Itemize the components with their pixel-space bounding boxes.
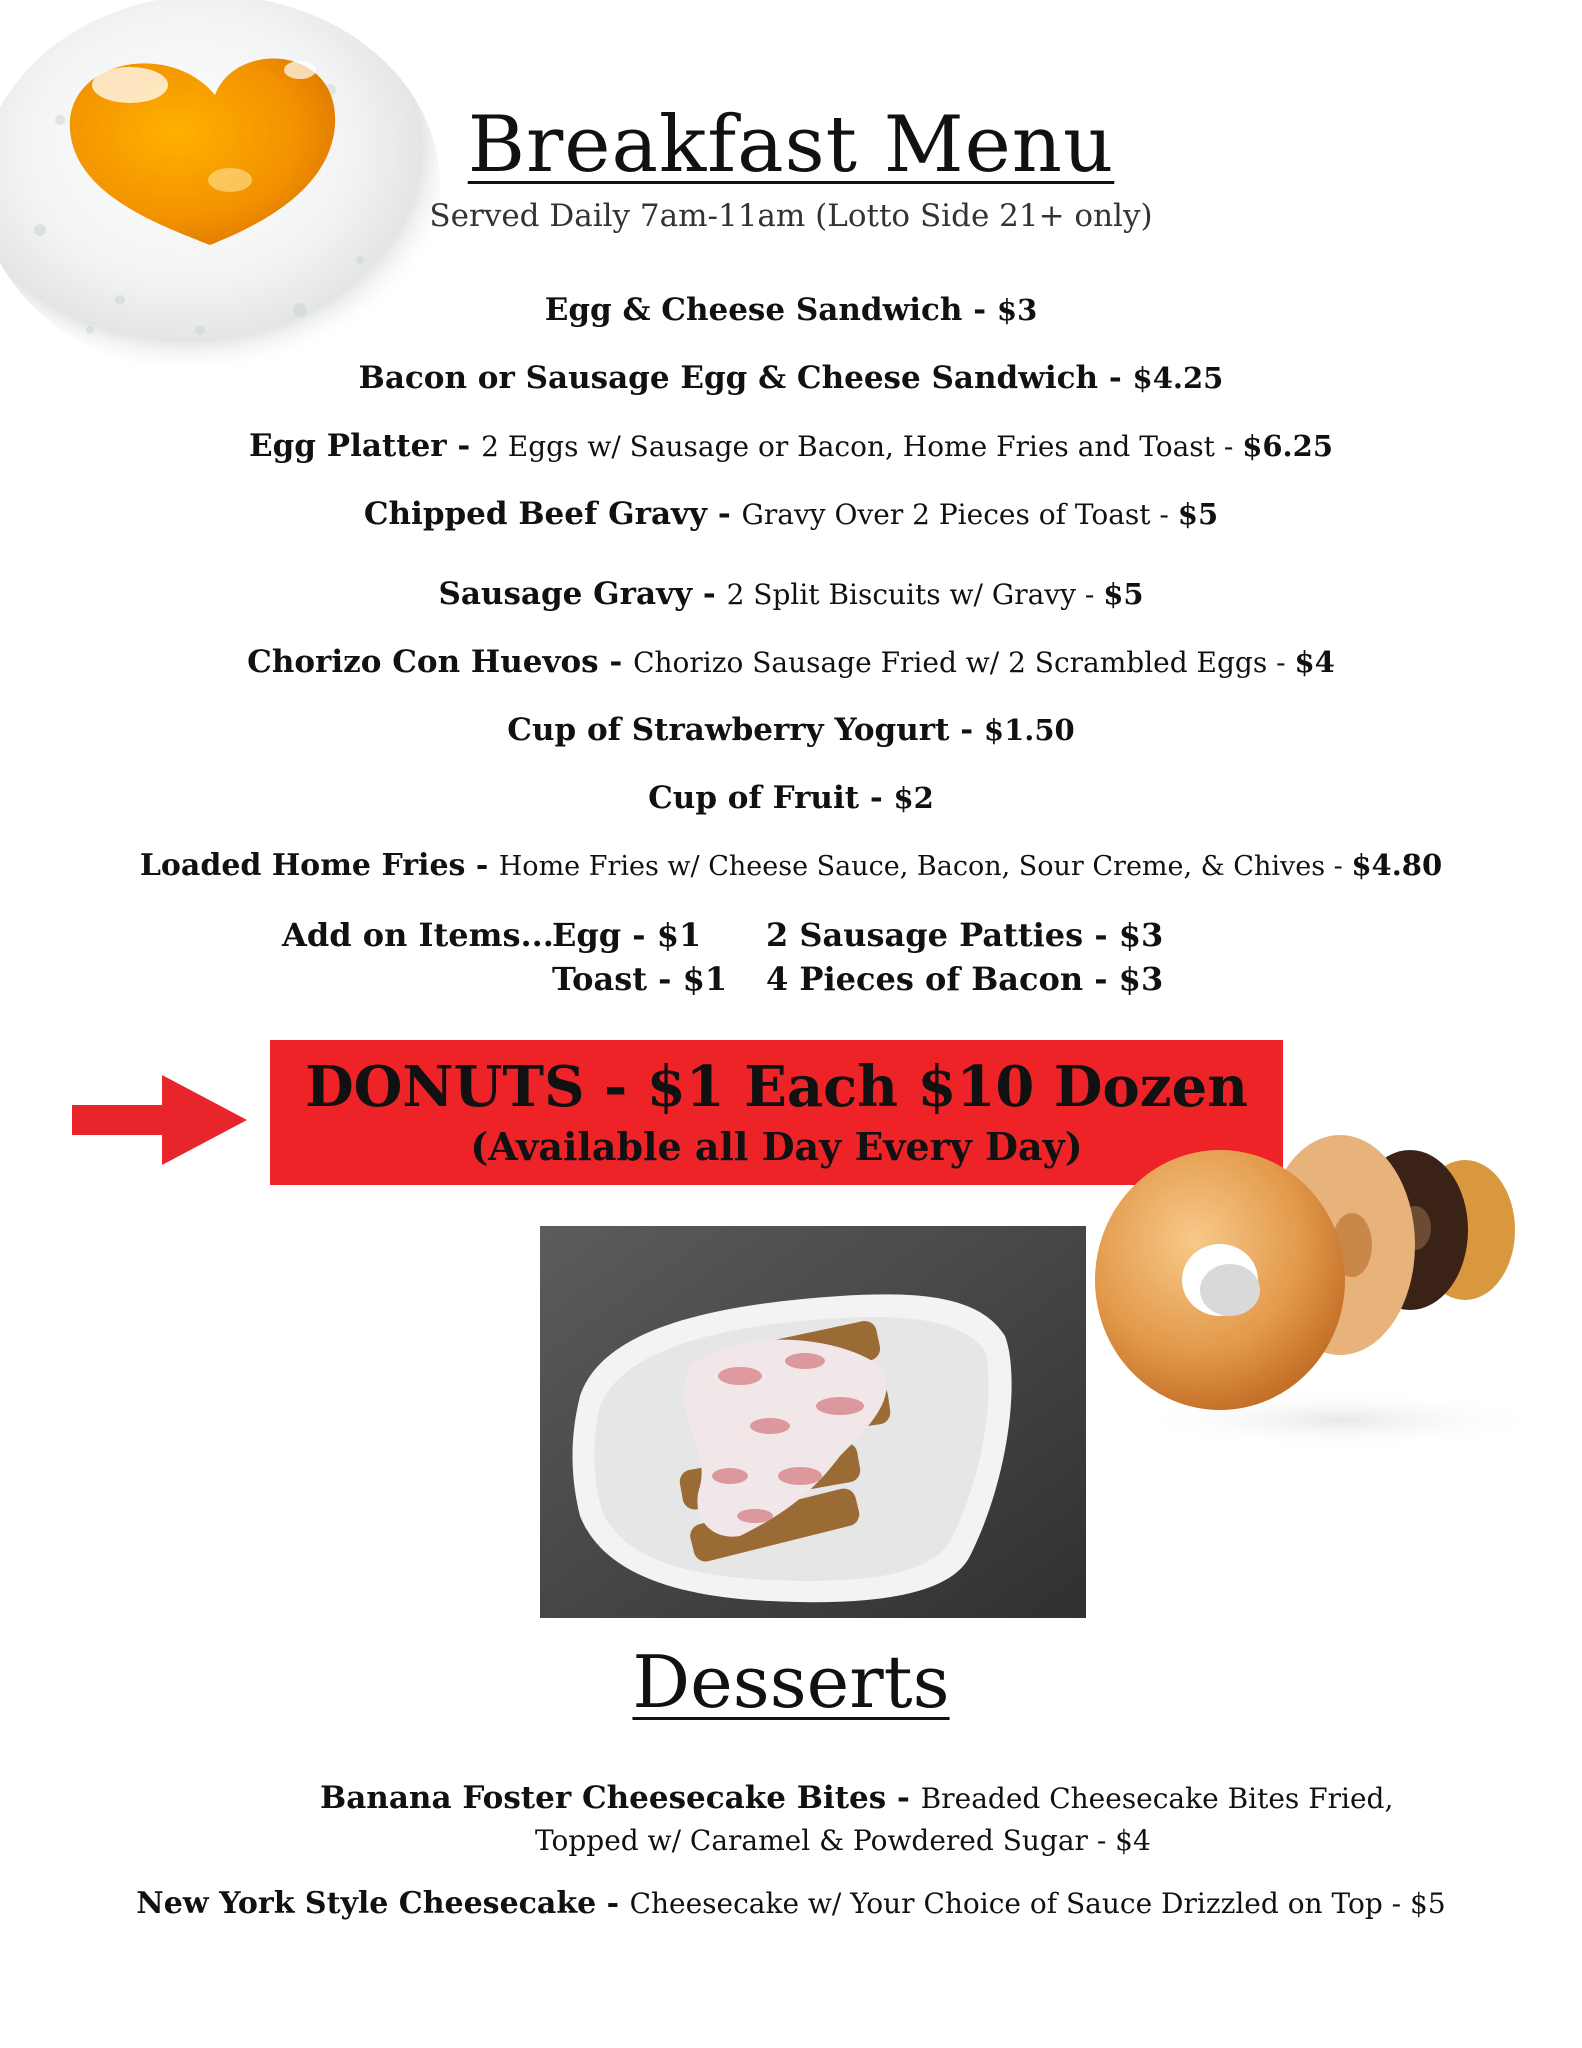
menu-item: Egg & Cheese Sandwich - $3 [544, 292, 1038, 328]
addon-bacon: 4 Pieces of Bacon - $3 [766, 960, 1164, 998]
menu-item: Loaded Home Fries - Home Fries w/ Cheese Sauce, Bacon, Sour Creme, & Chives - $4.80 [139, 848, 1443, 883]
menu-item: Cup of Strawberry Yogurt - $1.50 [507, 712, 1075, 748]
dessert-item-continued: Topped w/ Caramel & Powdered Sugar - $4 [535, 1824, 1151, 1857]
donuts-image [1080, 1120, 1540, 1450]
addon-label: Add on Items... [282, 916, 554, 954]
addon-egg: Egg - $1 [552, 916, 702, 954]
menu-item: Cup of Fruit - $2 [648, 780, 934, 816]
dessert-item: New York Style Cheesecake - Cheesecake w/ Your Choice of Sauce Drizzled on Top - $5 [136, 1886, 1446, 1921]
addon-sausage: 2 Sausage Patties - $3 [766, 916, 1164, 954]
addon-toast: Toast - $1 [552, 960, 728, 998]
chipped-beef-photo [540, 1226, 1086, 1618]
plate-image [540, 1226, 1086, 1618]
menu-item: Egg Platter - 2 Eggs w/ Sausage or Bacon, Home Fries and Toast - $6.25 [248, 428, 1334, 464]
menu-item: Chipped Beef Gravy - Gravy Over 2 Pieces of Toast - $5 [363, 496, 1219, 532]
donut-price: DONUTS - $1 Each $10 Dozen [305, 1054, 1248, 1120]
page-title: Breakfast Menu [467, 100, 1115, 190]
dessert-item: Banana Foster Cheesecake Bites - Breaded Cheesecake Bites Fried, [320, 1780, 1394, 1816]
arrow-right-icon [72, 1075, 252, 1165]
menu-item: Bacon or Sausage Egg & Cheese Sandwich - $4.25 [358, 360, 1224, 396]
service-hours: Served Daily 7am-11am (Lotto Side 21+ only) [429, 198, 1153, 234]
menu-item: Sausage Gravy - 2 Split Biscuits w/ Gravy - $5 [438, 576, 1144, 612]
desserts-title: Desserts [632, 1640, 950, 1724]
donut-availability: (Available all Day Every Day) [470, 1124, 1083, 1169]
menu-item: Chorizo Con Huevos - Chorizo Sausage Fried w/ 2 Scrambled Eggs - $4 [247, 644, 1335, 680]
